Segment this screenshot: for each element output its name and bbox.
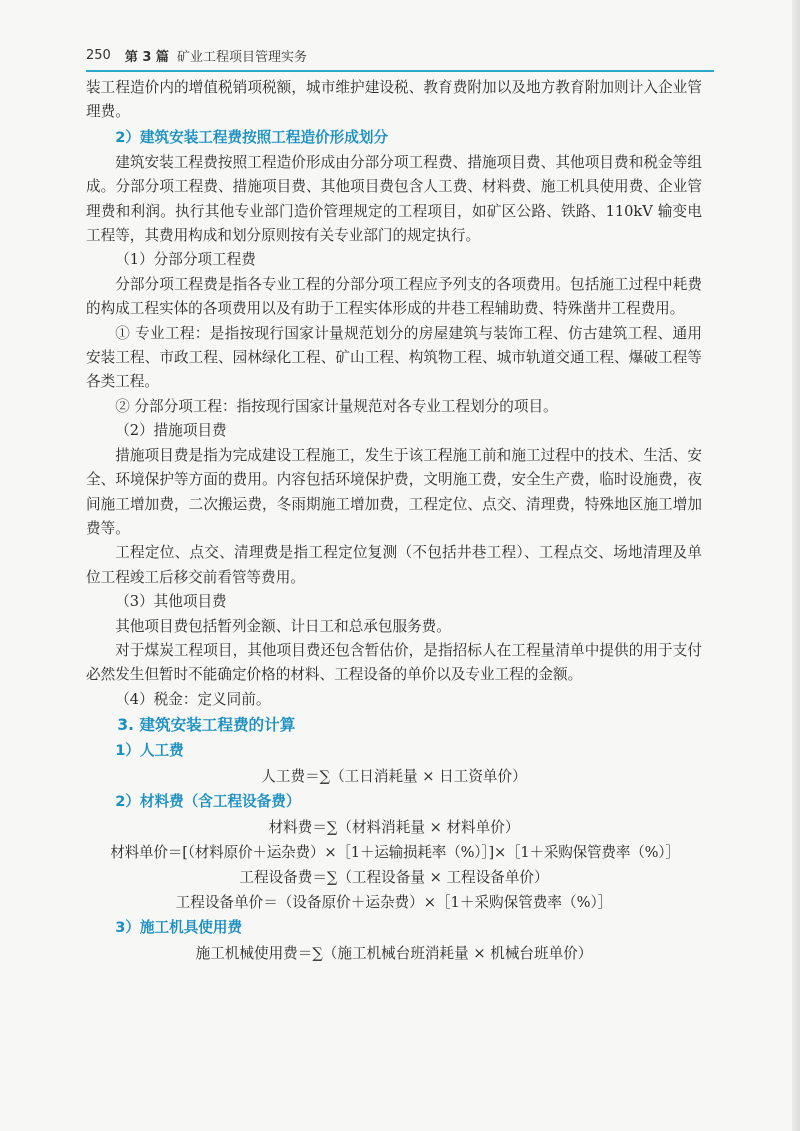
- formula: 工程设备费＝∑（工程设备量 × 工程设备单价）: [239, 869, 549, 887]
- paragraph: ② 分部分项工程：指按现行国家计量规范对各专业工程划分的项目。: [115, 397, 558, 415]
- page-body: [86, 76, 702, 966]
- section-heading: 3. 建筑安装工程费的计算: [117, 716, 296, 735]
- part-title: 矿业工程项目管理实务: [176, 49, 307, 65]
- formula: 工程设备单价＝（设备原价＋运杂费）×［1＋采购保管费率（%）］: [175, 894, 613, 912]
- subsection-heading: 1）人工费: [115, 742, 184, 760]
- item-heading: （1）分部分项工程费: [115, 251, 256, 269]
- formula: 材料费＝∑（材料消耗量 × 材料单价）: [268, 819, 520, 837]
- subsection-heading: 3）施工机具使用费: [115, 919, 243, 937]
- page-header: [86, 42, 714, 68]
- item-heading: （4）税金：定义同前。: [115, 690, 271, 708]
- item-heading: （2）措施项目费: [115, 422, 227, 440]
- item-heading: （3）其他项目费: [115, 593, 227, 611]
- page-number: 250: [86, 47, 111, 63]
- paragraph: 工程定位、点交、清理费是指工程定位复测（不包括井巷工程）、工程点交、场地清理及单位工程竣工后移交前看管等费用。: [86, 544, 702, 586]
- header-rule: [86, 70, 714, 72]
- paragraph: 对于煤炭工程项目，其他项目费还包含暂估价，是指招标人在工程量清单中提供的用于支付必然发生但暂时不能确定价格的材料、工程设备的单价以及专业工程的金额。: [86, 641, 702, 684]
- subsection-heading: 2）材料费（含工程设备费）: [115, 793, 301, 811]
- paragraph: 装工程造价内的增值税销项税额，城市维护建设税、教育费附加以及地方教育附加则计入企业管理费。: [86, 79, 702, 121]
- paragraph: 措施项目费是指为完成建设工程施工，发生于该工程施工前和施工过程中的技术、生活、安全、环境保护等方面的费用。内容包括环境保护费，文明施工费，安全生产费，临时设施费，夜间施工增加费，二次搬运费，冬雨期施工增加费，工程定位、点交、清理费，特殊地区施工增加费等。: [86, 446, 702, 537]
- paragraph: 建筑安装工程费按照工程造价形成由分部分项工程费、措施项目费、其他项目费和税金等组成。分部分项工程费、措施项目费、其他项目费包含人工费、材料费、施工机具使用费、企业管理费和利润。执行其他专业部门造价管理规定的工程项目，如矿区公路、铁路、110kV 输变电工程等，其费用构成和划分原则按有关专业部门的规定执行。: [86, 153, 702, 245]
- part-label: 第 3 篇: [124, 49, 169, 65]
- paragraph: 分部分项工程费是指各专业工程的分部分项工程应予列支的各项费用。包括施工过程中耗费的构成工程实体的各项费用以及有助于工程实体形成的井巷工程辅助费、特殊凿井工程费用。: [86, 275, 702, 318]
- paragraph: ① 专业工程：是指按现行国家计量规范划分的房屋建筑与装饰工程、仿古建筑工程、通用安装工程、市政工程、园林绿化工程、矿山工程、构筑物工程、城市轨道交通工程、爆破工程等各类工程。: [86, 324, 702, 391]
- formula: 材料单价＝[（材料原价＋运杂费）×［1＋运输损耗率（%）］]×［1＋采购保管费率（%）］: [110, 844, 680, 862]
- formula: 人工费＝∑（工日消耗量 × 日工资单价）: [261, 768, 527, 786]
- paragraph: 其他项目费包括暂列金额、计日工和总承包服务费。: [115, 617, 451, 635]
- subsection-heading: 2）建筑安装工程费按照工程造价形成划分: [115, 128, 389, 146]
- formula: 施工机械使用费＝∑（施工机械台班消耗量 × 机械台班单价）: [195, 945, 593, 963]
- page-edge: [792, 0, 800, 1131]
